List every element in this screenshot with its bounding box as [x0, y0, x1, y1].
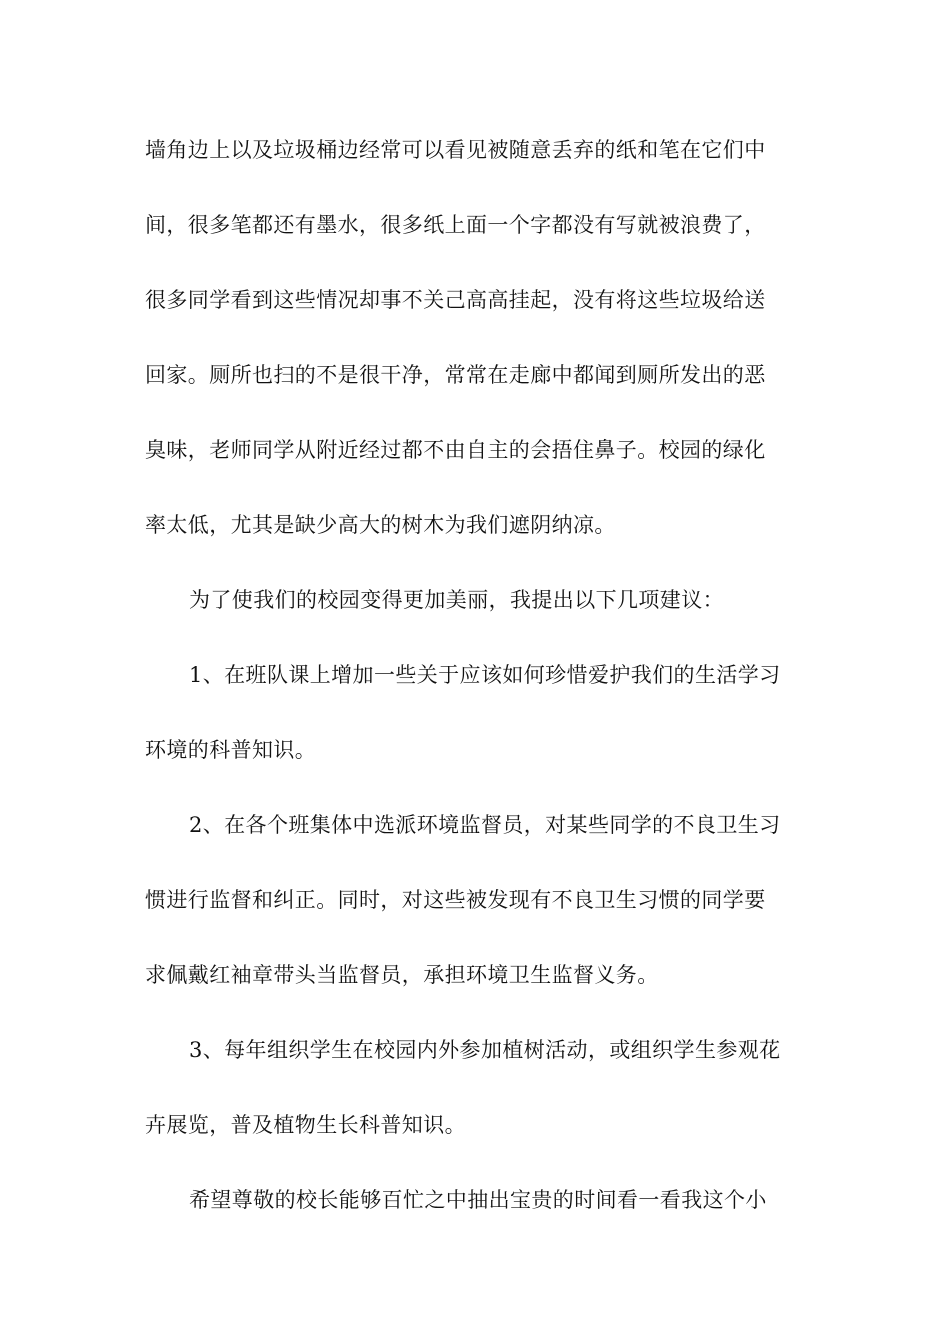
- suggestion-3-first-line: 3、每年组织学生在校园内外参加植树活动，或组织学生参观花: [189, 1038, 781, 1062]
- text-line: 求佩戴红袖章带头当监督员，承担环境卫生监督义务。: [145, 963, 659, 987]
- text-line: 卉展览，普及植物生长科普知识。: [145, 1113, 466, 1137]
- text-line: 臭味，老师同学从附近经过都不由自主的会捂住鼻子。校园的绿化: [145, 438, 766, 462]
- text-line: 很多同学看到这些情况却事不关己高高挂起，没有将这些垃圾给送: [145, 288, 766, 312]
- text-line: 环境的科普知识。: [145, 738, 317, 762]
- text-line: 墙角边上以及垃圾桶边经常可以看见被随意丢弃的纸和笔在它们中: [145, 138, 766, 162]
- paragraph-first-line: 为了使我们的校园变得更加美丽，我提出以下几项建议：: [189, 588, 724, 612]
- text-line: 惯进行监督和纠正。同时，对这些被发现有不良卫生习惯的同学要: [145, 888, 766, 912]
- paragraph-first-line: 希望尊敬的校长能够百忙之中抽出宝贵的时间看一看我这个小: [189, 1188, 767, 1212]
- suggestion-1-first-line: 1、在班队课上增加一些关于应该如何珍惜爱护我们的生活学习: [189, 663, 781, 687]
- text-line: 回家。厕所也扫的不是很干净，常常在走廊中都闻到厕所发出的恶: [145, 363, 766, 387]
- text-line: 间，很多笔都还有墨水，很多纸上面一个字都没有写就被浪费了，: [145, 213, 766, 237]
- text-line: 率太低，尤其是缺少高大的树木为我们遮阴纳凉。: [145, 513, 616, 537]
- suggestion-2-first-line: 2、在各个班集体中选派环境监督员，对某些同学的不良卫生习: [189, 813, 781, 837]
